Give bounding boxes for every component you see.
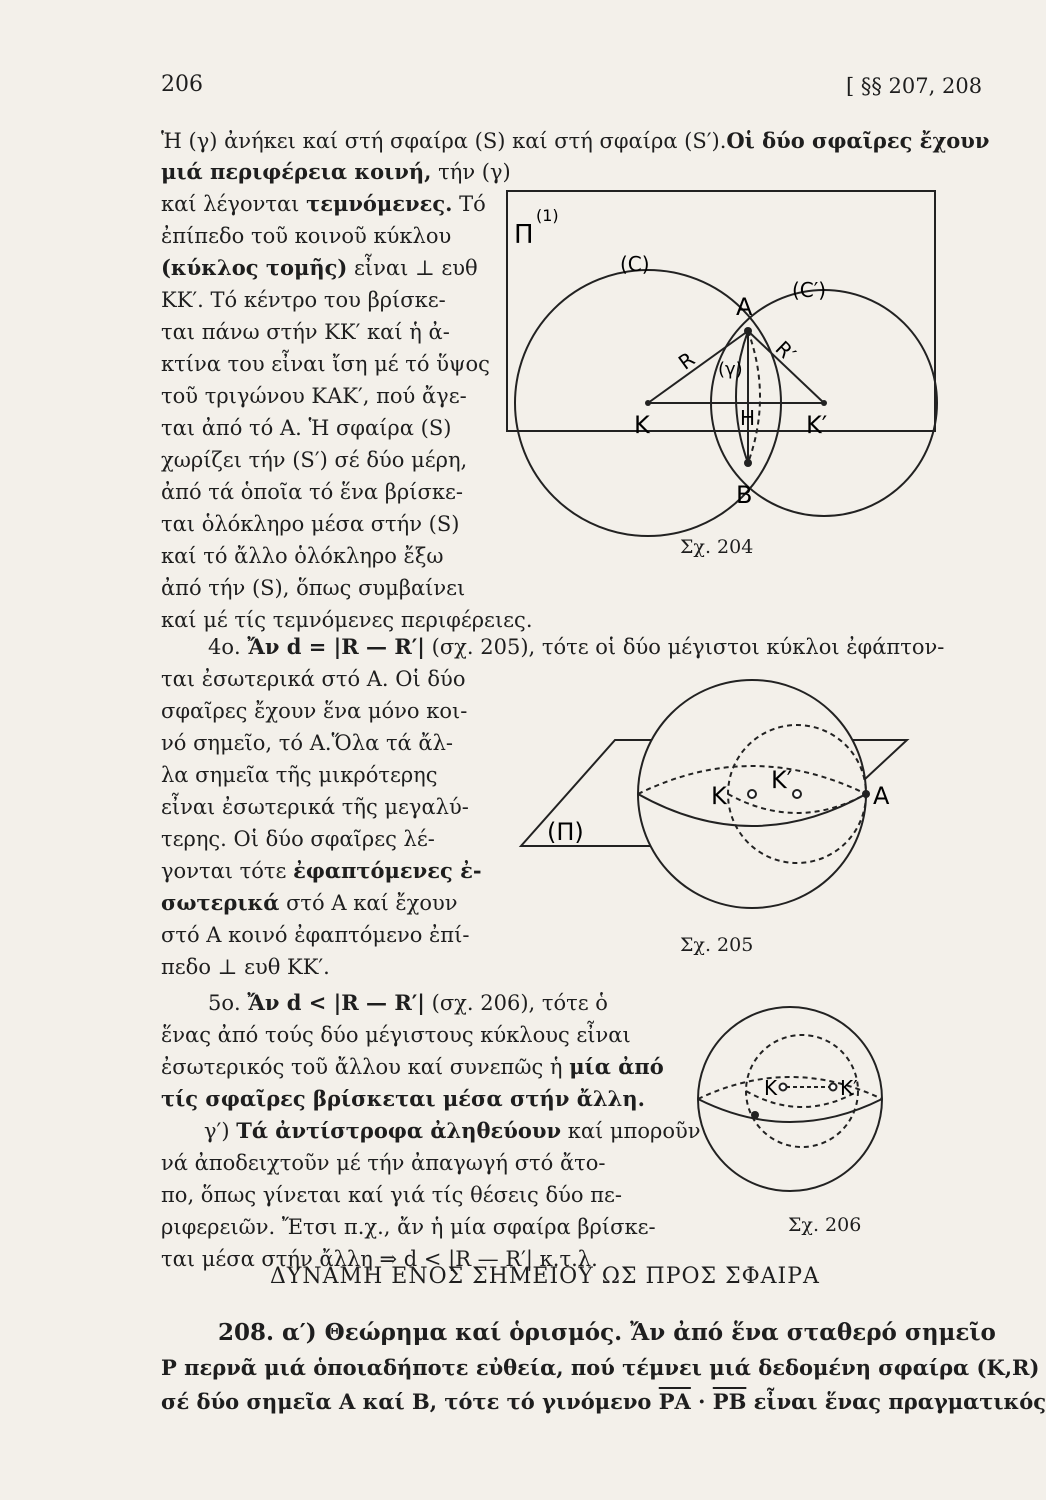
label-k2: Κ′ <box>771 766 793 794</box>
text-line: λα σημεῖα τῆς μικρότερης <box>161 763 438 787</box>
text-line: ται ἐσωτερικά στό Α. Οἱ δύο <box>161 667 466 691</box>
point-a <box>744 327 752 335</box>
label-k: Κ <box>634 411 650 439</box>
label-plane-sup: (1) <box>536 206 559 225</box>
text-line: στό Α κοινό ἐφαπτόμενο ἐπί- <box>161 923 470 947</box>
text-line: ται ἀπό τό Α. Ἡ σφαίρα (S) <box>161 416 452 440</box>
label-r: R <box>673 347 700 375</box>
label-k: Κ <box>764 1076 778 1100</box>
text-line: ΚΚ′. Τό κέντρο του βρίσκε- <box>161 288 446 312</box>
text-line: ἀπό τήν (S), ὅπως συμβαίνει <box>161 576 466 600</box>
plane-rect <box>507 191 935 431</box>
theorem-line: σέ δύο σημεῖα Α καί Β, τότε τό γινόμενο $\overline{PA} \cdot \overline{PB}$ εἶναι ἕνας πραγματικός <box>161 1389 1046 1414</box>
text-line: τοῦ τριγώνου ΚΑΚ′, πού ἄγε- <box>161 384 467 408</box>
label-a: Α <box>873 782 890 810</box>
text-line: κτίνα του εἶναι ἴση μέ τό ὕψος <box>161 352 490 376</box>
caption-205: Σχ. 205 <box>680 934 754 956</box>
text-line: ἕνας ἀπό τούς δύο μέγιστους κύκλους εἶναι <box>161 1023 631 1047</box>
text-line: τίς σφαῖρες βρίσκεται μέσα στήν ἄλλη. <box>161 1086 645 1111</box>
text-line: σφαῖρες ἔχουν ἕνα μόνο κοι- <box>161 699 468 723</box>
page-number: 206 <box>161 72 203 97</box>
text-line: (κύκλος τομῆς) εἶναι ⊥ ευθ <box>161 255 478 280</box>
label-k2: Κ′ <box>806 411 828 439</box>
figure-204 <box>500 185 940 535</box>
section-heading: ΔΥΝΑΜΗ ΕΝΟΣ ΣΗΜΕΙΟΥ ΩΣ ΠΡΟΣ ΣΦΑΙΡΑ <box>270 1264 820 1289</box>
theorem-line: 208. α′) Θεώρημα καί ὁρισμός. Ἄν ἀπό ἕνα σταθερό σημεῖο <box>218 1319 996 1346</box>
label-c2: (C′) <box>792 278 827 302</box>
section-reference: [ §§ 207, 208 <box>846 74 983 98</box>
point-k2 <box>793 790 801 798</box>
text-line: ριφερειῶν. Ἔτσι π.χ., ἄν ἡ μία σφαίρα βρίσκε- <box>161 1215 656 1239</box>
figure-206 <box>680 995 920 1215</box>
point-a <box>862 790 870 798</box>
label-c: (C) <box>620 252 650 276</box>
text-line: τερης. Οἱ δύο σφαῖρες λέ- <box>161 827 435 851</box>
text-line: ἐπίπεδο τοῦ κοινοῦ κύκλου <box>161 224 452 248</box>
text-line: πο, ὅπως γίνεται καί γιά τίς θέσεις δύο πε- <box>161 1183 622 1207</box>
point-k <box>645 400 651 406</box>
text-line: καί λέγονται τεμνόμενες. Τό <box>161 191 486 216</box>
circle-gamma-back <box>748 331 760 463</box>
text-line: ἐσωτερικός τοῦ ἄλλου καί συνεπῶς ἡ μία ἀπό <box>161 1054 664 1079</box>
label-h: Η <box>740 406 756 430</box>
point-k <box>748 790 756 798</box>
label-plane: (Π) <box>547 818 584 846</box>
label-k: Κ <box>711 782 727 810</box>
text-line: γ′) Τά ἀντίστροφα ἀληθεύουν καί μποροῦν <box>204 1118 701 1143</box>
point-k <box>780 1084 787 1091</box>
point-k2 <box>821 400 827 406</box>
caption-206: Σχ. 206 <box>788 1214 862 1236</box>
text-line: εἶναι ἐσωτερικά τῆς μεγαλύ- <box>161 795 469 819</box>
text-line: ἀπό τά ὁποῖα τό ἕνα βρίσκε- <box>161 480 463 504</box>
circle-gamma-front <box>736 331 748 463</box>
text-line: 4ο. Ἄν d = |R — R′| (σχ. 205), τότε οἱ δύο μέγιστοι κύκλοι ἐφάπτον- <box>208 634 945 659</box>
text-line: 5ο. Ἄν d < |R — R′| (σχ. 206), τότε ὁ <box>208 990 608 1015</box>
point-k2 <box>830 1084 837 1091</box>
text-line: Ἡ (γ) ἀνήκει καί στή σφαίρα (S) καί στή σφαίρα (S′).Οἱ δύο σφαῖρες ἔχουν <box>161 128 990 153</box>
point-left <box>751 1111 759 1119</box>
text-line: καί μέ τίς τεμνόμενες περιφέρειες. <box>161 608 533 632</box>
point-b <box>744 459 752 467</box>
theorem-line: Ρ περνᾶ μιά ὁποιαδήποτε εὐθεία, πού τέμνει μιά δεδομένη σφαίρα (Κ,R) <box>161 1355 1040 1380</box>
label-plane: Π <box>514 220 534 250</box>
figure-205 <box>515 680 915 930</box>
label-k2: Κ′ <box>840 1076 858 1100</box>
text-line: χωρίζει τήν (S′) σέ δύο μέρη, <box>161 448 468 472</box>
text-line: σωτερικά στό Α καί ἔχουν <box>161 890 458 915</box>
text-line: πεδο ⊥ ευθ ΚΚ′. <box>161 955 330 979</box>
text-line: γονται τότε ἐφαπτόμενες ἐ- <box>161 858 482 883</box>
label-a: Α <box>736 293 753 321</box>
label-b: Β <box>736 481 753 509</box>
text-line: νό σημεῖο, τό Α.Ὅλα τά ἄλ- <box>161 731 454 755</box>
label-r2: R′ <box>770 336 801 367</box>
label-gamma: (γ) <box>718 359 743 380</box>
text-line: καί τό ἄλλο ὁλόκληρο ἔξω <box>161 544 444 568</box>
text-line: ται πάνω στήν ΚΚ′ καί ἡ ἀ- <box>161 320 450 344</box>
text-line: νά ἀποδειχτοῦν μέ τήν ἀπαγωγή στό ἄτο- <box>161 1151 606 1175</box>
text-line: ται ὁλόκληρο μέσα στήν (S) <box>161 512 460 536</box>
text-line: μιά περιφέρεια κοινή, τήν (γ) <box>161 159 511 184</box>
text-line: ται μέσα στήν ἄλλη ⇒ d < |R — R′| κ.τ.λ. <box>161 1247 598 1271</box>
caption-204: Σχ. 204 <box>680 536 754 558</box>
